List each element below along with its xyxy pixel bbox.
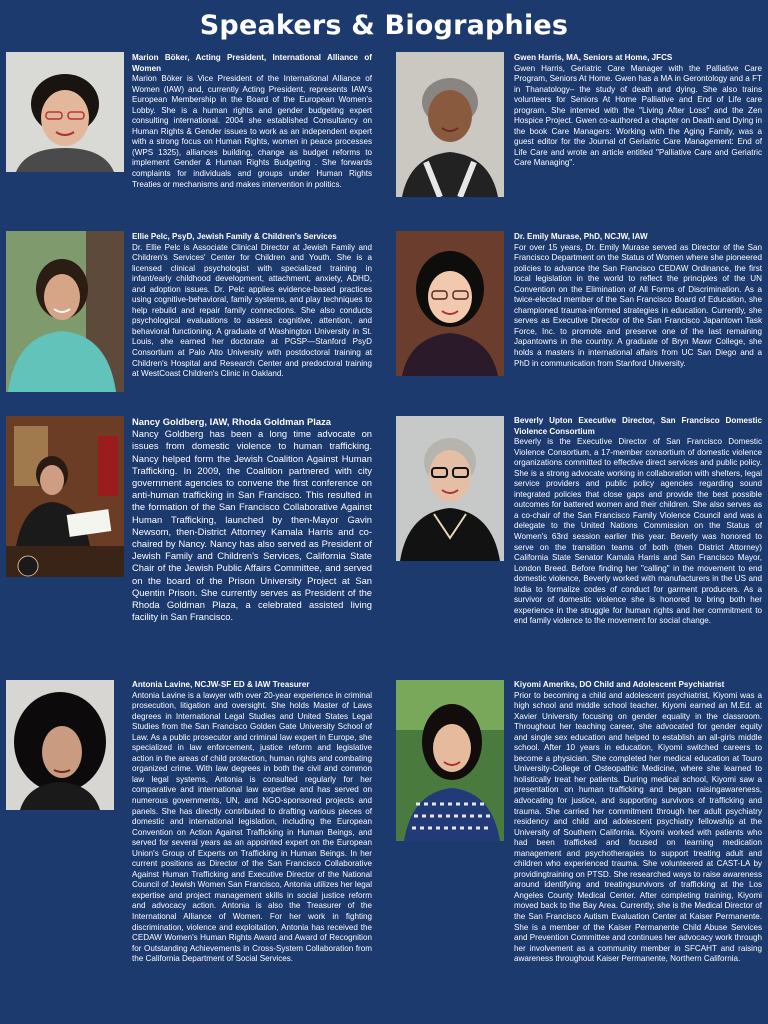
speaker-bio: Marion Böker is Vice President of the International Alliance of Women (IAW) and, currently Acting President, represents IAW's European Membership in the Board of the European Women's Lobby. She is a human rights and gender budgeting expert consulting international. 2004 she established Consultancy on Human Rights & Gender issues to work as an independent expert with a strong focus on Human Rights, women in peace processes (WPS 1325), alliances building, change as budget reforms to implement Gender & Human Rights Budgeting . She forwards complaints for individuals and groups under Human Rights Treaties or mechanisms and makes intervention in politics. xyxy=(132,74,372,189)
emily-photo xyxy=(396,231,504,376)
antonia-photo xyxy=(6,680,114,810)
speaker-name: Nancy Goldberg, IAW, Rhoda Goldman Plaza xyxy=(132,416,331,427)
speaker-name: Dr. Emily Murase, PhD, NCJW, IAW xyxy=(514,232,648,241)
marion-photo xyxy=(6,52,124,172)
speaker-bio: Dr. Ellie Pelc is Associate Clinical Director at Jewish Family and Children's Services' Center for Children and Youth. She is a licensed clinical psychologist with specialized training in infant/early childhood development, attachment, anxiety, ADHD, and adoption issues. Dr. Pelc applies evidence-based practices using cognitive-behavioral, family systems, and play techniques to help rebuild and repair family connections. She also conducts psychological evaluations to assess cognitive, attention, and behavioral functioning. A graduate of Washington University in St. Louis, she earned her doctorate at PGSP—Stanford PsyD Consortium at Palo Alto University with postdoctoral training at Children's Hospital and Research Center and predoctoral training at WestCoast Children's Clinic in Oakland. xyxy=(132,242,372,379)
nancy-bio xyxy=(132,416,372,623)
ellie-bio xyxy=(132,232,372,380)
emily-bio xyxy=(514,232,762,369)
speaker-name: Gwen Harris, MA, Seniors at Home, JFCS xyxy=(514,53,673,62)
speaker-bio: Gwen Harris, Geriatric Care Manager with the Palliative Care Program, Seniors At Home. Gwen has a MA in Gerontology and a FT in Thanatology– the study of death and dying. She also trains volunteers for Seniors At Home Palliative and End of Life care program. She interned with the "Living After Loss" and the Zen Hospice Project. Gwen co-authored a chapter on Death and Dying in the book Care Managers: Working with the Aging Family, was a guest editor for the Journal of Geriatric Care Management: End of Life Care and wrote an article entitled "Palliative Care and Geriatric Care Managing". xyxy=(514,63,762,168)
gwen-photo xyxy=(396,52,504,197)
beverly-bio xyxy=(514,416,762,627)
speaker-bio: Beverly is the Executive Director of San Francisco Domestic Violence Consortium, a 17-member consortium of domestic violence organizations committed to effective direct services and public policy. She is a strong advocate working in collaboration with shelters, legal service providers and public policy agencies regarding sound integrated policies that close gaps and provide the best possible outcomes for battered women and their children. She also serves as a co-chair of the San Francisco Family Violence Council and was a delegate to the United Nations Commission on the Status of Women's 63rd session earlier this year. Beverly was honored to serve on the transition teams of both (then District Attorney) California State Senator Kamala Harris and San Francisco Mayor, London Breed. Before finding her "calling" in the movement to end domestic violence, Beverly worked with manufacturers in the US and India to formalize codes of conduct for garment producers. As a survivor of domestic violence she is honored to bring both her experience in the struggle for human rights and her commitment to end family violence to the movement for social change. xyxy=(514,437,762,626)
speaker-bio: For over 15 years, Dr. Emily Murase served as Director of the San Francisco Department on the Status of Women where she pioneered policies to advance the San Francisco CEDAW Ordinance, the first local legislation in the world to reflect the principles of the UN Convention on the Elimination of All Forms of Discrimination. As a twice-elected member of the San Francisco Board of Education, she championed trauma-informed strategies in education. Currently, she serves as Executive Director of the San Francisco Japantown Task Force, Inc. to promote and preserve one of the last remaining Japantowns in the country. A graduate of Bryn Mawr College, she holds a masters in international affairs from UC San Diego and a PhD in communication from Stanford University. xyxy=(514,242,762,368)
page-title: Speakers & Biographies xyxy=(199,10,569,41)
nancy-photo xyxy=(6,416,124,577)
speaker-bio: Nancy Goldberg has been a long time advocate on issues from domestic violence to human trafficking. Nancy helped form the Jewish Coalition Against Human Trafficking. In 2009, the Coalition partnered with city government agencies to convene the first conference on anti-human trafficking in San Francisco. This resulted in the formation of the San Francisco Collaborative Against Human Trafficking, launched by then-Mayor Gavin Newsom, then-District Attorney Kamala Harris and co-chaired by Nancy. Nancy has also served as President of Jewish Family and Children's Services, California State Chair of the Jewish Public Affairs Committee, and served on the board of the Prison University Project at San Quentin Prison. She currently serves as President of the Rhoda Goldman Plaza, a celebrated assisted living facility in San Francisco. xyxy=(132,428,372,623)
kiyomi-photo xyxy=(396,680,504,841)
speaker-name: Marion Böker, Acting President, International Alliance of Women xyxy=(132,53,372,73)
speaker-name: Antonia Lavine, NCJW-SF ED & IAW Treasurer xyxy=(132,680,310,689)
speaker-name: Kiyomi Ameriks, DO Child and Adolescent Psychiatrist xyxy=(514,680,725,689)
ellie-photo xyxy=(6,231,124,392)
speaker-name: Beverly Upton Executive Director, San Francisco Domestic Violence Consortium xyxy=(514,416,762,436)
gwen-bio xyxy=(514,53,762,169)
antonia-bio xyxy=(132,680,372,965)
beverly-photo xyxy=(396,416,504,561)
kiyomi-bio xyxy=(514,680,762,965)
speaker-bio: Prior to becoming a child and adolescent psychiatrist, Kiyomi was a high school and middle school teacher. Kiyomi earned an M.Ed. at Xavier University focusing on gender equality in the classroom. Throughout her teaching career, she advocated for gender equity and single sex education and helped to establish an all-girls middle school. After 10 years in education, Kiyomi switched careers to become a physician. She completed her medical education at Touro University-College of Osteopathic Medicine, where she learned to holistically treat her patients. During medical school, Kiyomi saw a presentation on human trafficking and began raisingawareness, advocating for justice, and supporting survivors of trafficking and trauma. She carried her commitment through her adult psychiatry residency and child and adolescent psychiatry fellowship at the University of Southern California. Kiyomi worked with patients who had been trafficked and focused on learning medication management and psychotherapies to support treating adult and children who experienced trauma. She volunteered at CAST-LA by providingtraining on PTSD. She researched ways to raise awareness around identifying and treatingsurvivors of trafficking at the Los Angeles County Medical Center. After completing training, Kiyomi moved back to the Bay Area. Currently, she is the Medical Director of the San Francisco Autism Evaluation Center at Kaiser Permanente. She is a member of the Kaiser Permanente Child Abuse Services and Prevention Committee and continues her advocacy work through her involvement as a community member in SFCAHT and raising awareness throughout Kaiser Permanente, Northern California. xyxy=(514,690,762,964)
speaker-bio: Antonia Lavine is a lawyer with over 20-year experience in criminal prosecution, litigation and oversight. She holds Master of Laws degrees in International Legal Studies and United States Legal Studies from the San Francisco Golden Gate University School of Law. As a public prosecutor and criminal law expert in Europe, she specialized in law enforcement, justice reform and legislative action in the areas of child protection, human rights and combating organized crime. With law degrees in both the civil and common law legal systems, Antonia is consulted regularly for her comparative and international law expertise and has served on numerous governments, UN, and NGO-sponsored projects and panels. She has directly contributed to drafting various pieces of domestic and international legislation, including the European Convention on Action Against Trafficking in Human Beings, and served for several years as an appointed expert on the European Union's Group of Experts on Trafficking in Human Beings. In her current positions as Director of the San Francisco Collaborative Against Human Trafficking and Executive Director of the National Council of Jewish Women San Francisco, Antonia utilizes her legal expertise and project management skills in social justice reform and advocacy action. Antonia is also the Treasurer of the International Alliance of Women. For her work in fighting discrimination, violence and exploitation, Antonia has received the CEDAW Women's Human Rights Award and Award of Recognition for Outstanding Achievements in Cross-System Collaboration from the California Department of Social Services. xyxy=(132,690,372,964)
speaker-name: Ellie Pelc, PsyD, Jewish Family & Children's Services xyxy=(132,232,337,241)
marion-bio xyxy=(132,53,372,190)
